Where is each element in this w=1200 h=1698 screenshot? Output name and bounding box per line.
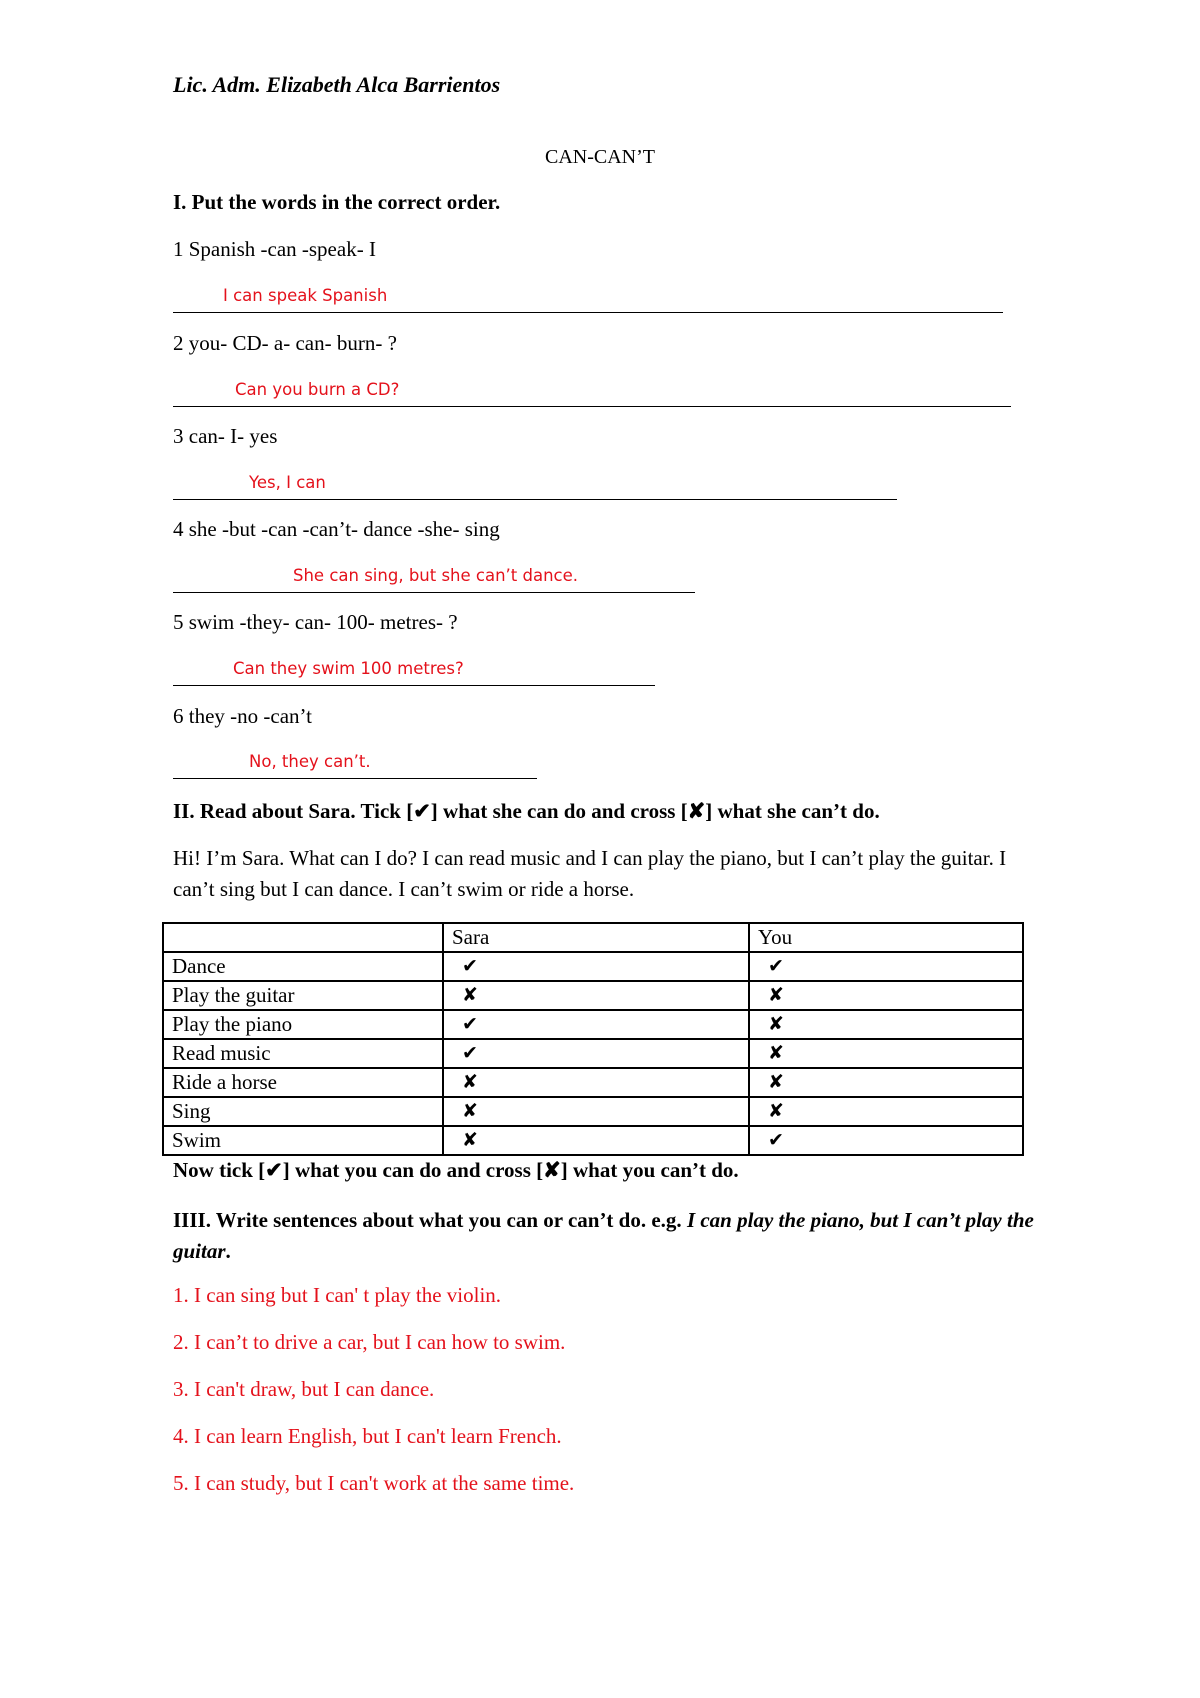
- question-1-answer: I can speak Spanish: [223, 286, 388, 305]
- table-row: [163, 1010, 1023, 1039]
- section-3-heading-text: IIII. Write sentences about what you can or can’t do. e.g.: [173, 1208, 687, 1232]
- table-row: [163, 1126, 1023, 1155]
- sara-mark[interactable]: ✘: [443, 981, 749, 1010]
- question-5-prompt: 5 swim -they- can- 100- metres- ?: [173, 610, 458, 634]
- section-3-heading: [173, 1205, 1043, 1267]
- sentence-answer-1: 1. I can sing but I can' t play the violin.: [173, 1283, 502, 1307]
- you-mark[interactable]: ✘: [749, 1010, 1023, 1039]
- question-6-answer-line[interactable]: [173, 752, 537, 779]
- you-mark[interactable]: ✘: [749, 1068, 1023, 1097]
- section-3-example: I can play the piano, but I can’t play the guitar: [173, 1208, 1034, 1263]
- question-5-answer-line[interactable]: [173, 659, 655, 686]
- table-row: [163, 1068, 1023, 1097]
- question-4-answer: She can sing, but she can’t dance.: [285, 566, 586, 585]
- activity-cell: Sing: [163, 1097, 443, 1126]
- question-1-prompt: 1 Spanish -can -speak- I: [173, 237, 376, 261]
- question-2-answer: Can you burn a CD?: [235, 380, 407, 399]
- table-row: [163, 952, 1023, 981]
- question-4-prompt: 4 she -but -can -can’t- dance -she- sing: [173, 517, 500, 541]
- now-tick-instruction: Now tick [✔] what you can do and cross [✘] what you can’t do.: [173, 1158, 739, 1182]
- question-4-answer-line[interactable]: [173, 566, 695, 593]
- activity-cell: Dance: [163, 952, 443, 981]
- table-row: [163, 981, 1023, 1010]
- sara-mark[interactable]: ✘: [443, 1068, 749, 1097]
- worksheet-title: CAN-CAN’T: [545, 146, 655, 168]
- question-2-answer-line[interactable]: [173, 380, 1011, 407]
- sara-mark[interactable]: ✔: [443, 952, 749, 981]
- sentence-answer-3: 3. I can't draw, but I can dance.: [173, 1377, 435, 1401]
- question-2-prompt: 2 you- CD- a- can- burn- ?: [173, 331, 397, 355]
- activity-cell: Play the piano: [163, 1010, 443, 1039]
- question-3-prompt: 3 can- I- yes: [173, 424, 278, 448]
- sentence-answer-2: 2. I can’t to drive a car, but I can how to swim.: [173, 1330, 566, 1354]
- activity-cell: Read music: [163, 1039, 443, 1068]
- you-mark[interactable]: ✘: [749, 981, 1023, 1010]
- question-3-answer-line[interactable]: [173, 473, 897, 500]
- question-5-answer: Can they swim 100 metres?: [233, 659, 472, 678]
- activity-cell: Swim: [163, 1126, 443, 1155]
- sara-mark[interactable]: ✘: [443, 1126, 749, 1155]
- table-header-row: [163, 923, 1023, 952]
- author-name: Lic. Adm. Elizabeth Alca Barrientos: [173, 72, 501, 97]
- you-mark[interactable]: ✔: [749, 1126, 1023, 1155]
- activity-cell: Ride a horse: [163, 1068, 443, 1097]
- section-1-heading: I. Put the words in the correct order.: [173, 190, 501, 214]
- question-6-answer: No, they can’t.: [237, 752, 379, 771]
- sara-mark[interactable]: ✔: [443, 1010, 749, 1039]
- question-6-prompt: 6 they -no -can’t: [173, 704, 312, 728]
- table-row: [163, 1097, 1023, 1126]
- sara-paragraph: Hi! I’m Sara. What can I do? I can read music and I can play the piano, but I can’t play the guitar. I can’t sing but I can dance. I can’t swim or ride a horse.: [173, 846, 1007, 901]
- sentence-answer-5: 5. I can study, but I can't work at the same time.: [173, 1471, 575, 1495]
- table-header-empty: [163, 923, 443, 952]
- table-header-you: You: [749, 923, 1023, 952]
- table-row: [163, 1039, 1023, 1068]
- section-2-heading: II. Read about Sara. Tick [✔] what she can do and cross [✘] what she can’t do.: [173, 799, 880, 823]
- question-3-answer: Yes, I can: [237, 473, 326, 492]
- sara-mark[interactable]: ✔: [443, 1039, 749, 1068]
- you-mark[interactable]: ✘: [749, 1039, 1023, 1068]
- ability-table: [162, 922, 1024, 1156]
- question-1-answer-line[interactable]: [173, 286, 1003, 313]
- you-mark[interactable]: ✘: [749, 1097, 1023, 1126]
- table-header-sara: Sara: [443, 923, 749, 952]
- section-3-example-end: .: [225, 1239, 231, 1263]
- sentence-answer-4: 4. I can learn English, but I can't learn French.: [173, 1424, 562, 1448]
- activity-cell: Play the guitar: [163, 981, 443, 1010]
- you-mark[interactable]: ✔: [749, 952, 1023, 981]
- sara-mark[interactable]: ✘: [443, 1097, 749, 1126]
